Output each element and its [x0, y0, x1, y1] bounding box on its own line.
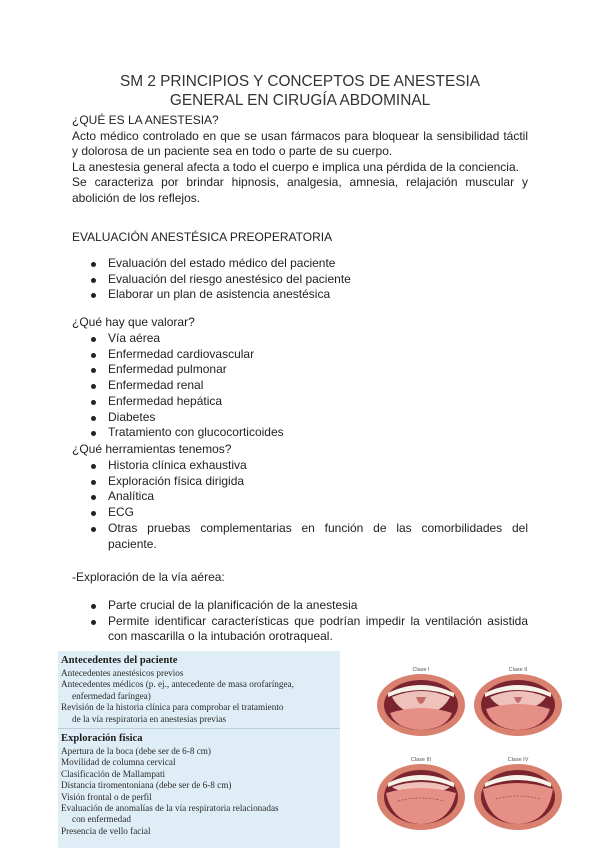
table-row: de la vía respiratoria en anestesias previas — [72, 713, 227, 724]
table-row: Clasificación de Mallampati — [61, 768, 166, 779]
list-item: Enfermedad cardiovascular — [72, 347, 528, 363]
list-item: Enfermedad renal — [72, 378, 528, 394]
mallampati-class-2 — [474, 667, 562, 736]
airway-heading: -Exploración de la vía aérea: — [72, 570, 225, 584]
mallampati-label: Clase III — [410, 757, 432, 763]
assess-list — [72, 331, 528, 441]
list-item: Enfermedad pulmonar — [72, 362, 528, 378]
table-row: Distancia tiromentoniana (debe ser de 6-8 cm) — [61, 780, 232, 791]
mallampati-label: Clase I — [412, 667, 430, 673]
list-item: Permite identificar características que podrían impedir la ventilación asistida con mascarilla o la intubación orotraqueal. — [72, 614, 528, 645]
airway-list — [72, 598, 528, 645]
mallampati-class-1 — [377, 667, 465, 736]
table-divider — [58, 728, 340, 729]
list-item: Elaborar un plan de asistencia anestésica — [72, 287, 528, 303]
mallampati-label: Clase IV — [507, 757, 529, 763]
list-item: Tratamiento con glucocorticoides — [72, 425, 528, 441]
intro-general: La anestesia general afecta a todo el cuerpo e implica una pérdida de la conciencia. — [72, 159, 519, 174]
list-item: Historia clínica exhaustiva — [72, 458, 528, 474]
table-row: Revisión de la historia clínica para comprobar el tratamiento — [61, 702, 284, 713]
table-row: Presencia de vello facial — [61, 825, 151, 836]
list-item: Vía aérea — [72, 331, 528, 347]
title-line-2: GENERAL EN CIRUGÍA ABDOMINAL — [169, 92, 431, 109]
exam-heading: Exploración física — [61, 733, 143, 745]
intro-definition: Acto médico controlado en que se usan fármacos para bloquear la sensibilidad táctil y dolorosa de un paciente sea en todo o parte de su cuerpo. — [72, 128, 528, 159]
list-item: Parte crucial de la planificación de la anestesia — [72, 598, 528, 614]
list-item: Evaluación del estado médico del paciente — [72, 256, 528, 272]
intro-characterized: Se caracteriza por brindar hipnosis, analgesia, amnesia, relajación muscular y abolición de los reflejos. — [72, 175, 528, 205]
title-line-1: SM 2 PRINCIPIOS Y CONCEPTOS DE ANESTESIA — [119, 73, 481, 90]
table-row: Evaluación de anomalías de la vía respiratoria relacionadas — [61, 803, 279, 814]
tools-heading: ¿Qué herramientas tenemos? — [72, 442, 232, 456]
list-item: ECG — [72, 505, 528, 521]
mallampati-label: Clase II — [508, 667, 528, 673]
intro-question: ¿QUÉ ES LA ANESTESIA? — [72, 113, 219, 127]
table-row: con enfermedad — [72, 814, 131, 825]
list-item: Analítica — [72, 489, 528, 505]
list-item: Enfermedad hepática — [72, 394, 528, 410]
list-item: Evaluación del riesgo anestésico del paciente — [72, 272, 528, 288]
mallampati-class-4 — [474, 757, 562, 830]
tools-list — [72, 458, 528, 552]
page-title — [70, 72, 530, 110]
list-item: Diabetes — [72, 410, 528, 426]
mallampati-class-3 — [377, 757, 465, 830]
table-row: Movilidad de columna cervical — [61, 757, 176, 768]
table-row: Antecedentes médicos (p. ej., antecedente de masa orofaríngea, — [61, 679, 294, 690]
table-row: Apertura de la boca (debe ser de 6-8 cm) — [61, 746, 211, 757]
assess-heading: ¿Qué hay que valorar? — [72, 315, 195, 329]
table-row: enfermedad faríngea) — [72, 690, 151, 701]
table-row: Antecedentes anestésicos previos — [61, 668, 184, 678]
table-row: Visión frontal o de perfil — [61, 791, 152, 802]
evaluation-heading: EVALUACIÓN ANESTÉSICA PREOPERATORIA — [72, 230, 333, 244]
list-item: Exploración física dirigida — [72, 474, 528, 490]
evaluation-list — [72, 256, 528, 303]
airway-evaluation-table — [58, 651, 340, 848]
history-heading: Antecedentes del paciente — [61, 655, 178, 666]
intro-section — [72, 113, 528, 207]
mallampati-illustration — [368, 663, 568, 843]
list-item: Otras pruebas complementarias en función de las comorbilidades del paciente. — [72, 521, 528, 552]
